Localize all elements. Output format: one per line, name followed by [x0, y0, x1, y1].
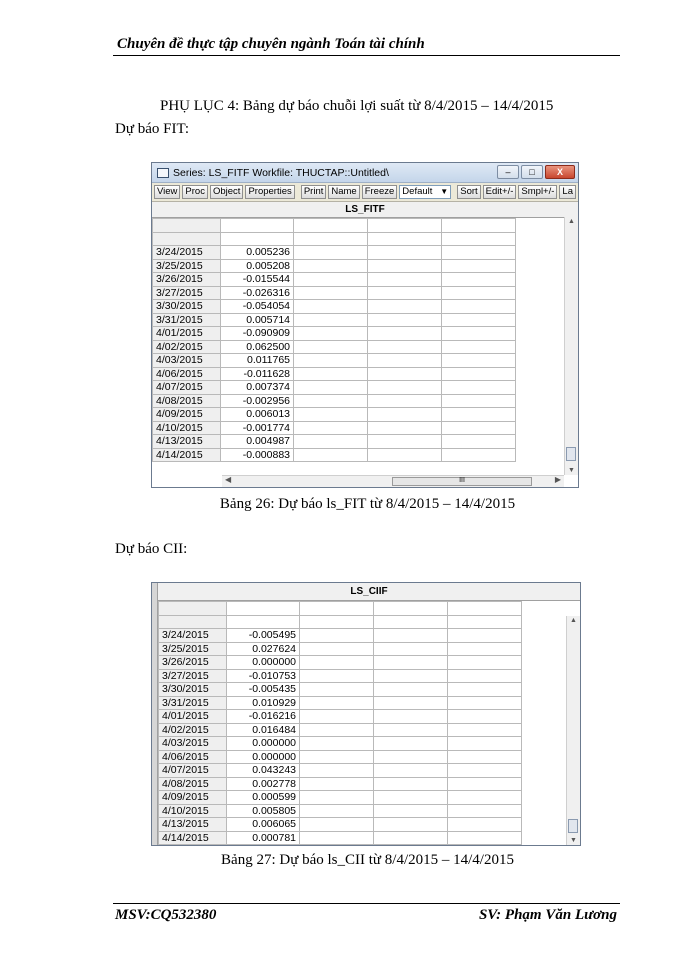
table-row — [159, 683, 522, 697]
empty-cell[interactable] — [442, 448, 516, 462]
series-name: LS_CIIF — [350, 586, 388, 597]
empty-cell[interactable] — [374, 723, 448, 737]
empty-cell[interactable] — [294, 327, 368, 341]
table-row — [153, 313, 516, 327]
row-date-cell[interactable]: 3/24/2015 — [153, 246, 221, 260]
value-cell[interactable]: 0.010929 — [227, 696, 300, 710]
table-row — [153, 448, 516, 462]
table-row — [159, 696, 522, 710]
empty-cell[interactable] — [448, 696, 522, 710]
empty-cell[interactable] — [294, 448, 368, 462]
empty-cell[interactable] — [294, 300, 368, 314]
row-date-cell[interactable]: 4/08/2015 — [153, 394, 221, 408]
value-cell[interactable]: 0.005805 — [227, 804, 300, 818]
value-cell[interactable]: -0.015544 — [221, 273, 294, 287]
row-date-cell[interactable]: 3/31/2015 — [153, 313, 221, 327]
empty-cell[interactable] — [368, 354, 442, 368]
window-left-edge — [152, 583, 158, 845]
empty-cell[interactable] — [374, 656, 448, 670]
empty-cell[interactable] — [374, 737, 448, 751]
empty-cell[interactable] — [300, 669, 374, 683]
row-date-cell[interactable]: 4/03/2015 — [153, 354, 221, 368]
empty-cell[interactable] — [442, 435, 516, 449]
value-cell[interactable]: 0.002778 — [227, 777, 300, 791]
row-date-cell[interactable]: 4/13/2015 — [159, 818, 227, 832]
empty-cell[interactable] — [442, 421, 516, 435]
empty-cell[interactable] — [294, 408, 368, 422]
table-row — [159, 777, 522, 791]
footer-rule — [113, 903, 620, 904]
value-cell[interactable]: -0.026316 — [221, 286, 294, 300]
empty-cell[interactable] — [300, 804, 374, 818]
empty-cell[interactable] — [442, 394, 516, 408]
row-date-cell[interactable]: 4/09/2015 — [153, 408, 221, 422]
empty-cell[interactable] — [368, 421, 442, 435]
series-name: LS_FITF — [345, 204, 385, 215]
empty-cell[interactable] — [300, 737, 374, 751]
row-date-cell[interactable]: 4/02/2015 — [153, 340, 221, 354]
value-cell[interactable]: 0.000000 — [227, 737, 300, 751]
table-row — [159, 818, 522, 832]
empty-cell[interactable] — [294, 273, 368, 287]
row-header-cell[interactable] — [153, 232, 221, 246]
empty-cell[interactable] — [368, 448, 442, 462]
empty-cell[interactable] — [368, 408, 442, 422]
empty-cell[interactable] — [448, 764, 522, 778]
empty-cell[interactable] — [374, 642, 448, 656]
empty-cell[interactable] — [368, 246, 442, 260]
empty-cell[interactable] — [374, 791, 448, 805]
blank-row — [153, 232, 516, 246]
empty-cell[interactable] — [300, 642, 374, 656]
table-row — [153, 381, 516, 395]
spreadsheet-area — [152, 218, 578, 462]
table-row — [153, 354, 516, 368]
table-row — [159, 669, 522, 683]
empty-cell[interactable] — [448, 656, 522, 670]
scroll-right-arrow-icon[interactable]: ▶ — [554, 475, 561, 484]
value-cell[interactable]: 0.006013 — [221, 408, 294, 422]
empty-cell[interactable] — [300, 683, 374, 697]
row-date-cell[interactable]: 4/13/2015 — [153, 435, 221, 449]
empty-cell[interactable] — [442, 327, 516, 341]
series-grid — [152, 218, 516, 462]
row-date-cell[interactable]: 4/03/2015 — [159, 737, 227, 751]
value-cell[interactable] — [227, 615, 300, 629]
empty-cell[interactable] — [300, 764, 374, 778]
scroll-left-arrow-icon[interactable]: ◀ — [225, 475, 232, 484]
empty-cell[interactable] — [294, 381, 368, 395]
empty-cell[interactable] — [448, 737, 522, 751]
empty-cell[interactable] — [368, 381, 442, 395]
sort-button[interactable]: Sort — [457, 185, 480, 199]
empty-cell[interactable] — [442, 273, 516, 287]
empty-cell[interactable] — [300, 656, 374, 670]
row-date-cell[interactable]: 3/30/2015 — [159, 683, 227, 697]
empty-cell[interactable] — [368, 394, 442, 408]
empty-cell[interactable] — [374, 629, 448, 643]
row-date-cell[interactable]: 3/31/2015 — [159, 696, 227, 710]
table-row — [159, 723, 522, 737]
freeze-button[interactable]: Freeze — [362, 185, 398, 199]
empty-cell[interactable] — [442, 219, 516, 233]
table-row — [153, 340, 516, 354]
table-row — [153, 273, 516, 287]
empty-cell[interactable] — [294, 286, 368, 300]
edit-button[interactable]: Edit+/- — [483, 185, 517, 199]
empty-cell[interactable] — [448, 723, 522, 737]
empty-cell[interactable] — [448, 750, 522, 764]
empty-cell[interactable] — [294, 232, 368, 246]
empty-cell[interactable] — [442, 246, 516, 260]
empty-cell[interactable] — [294, 259, 368, 273]
series-toolbar — [152, 183, 578, 202]
value-cell[interactable]: -0.011628 — [221, 367, 294, 381]
row-date-cell[interactable]: 4/02/2015 — [159, 723, 227, 737]
window-title: Series: LS_FITF Workfile: THUCTAP::Untitled\ — [173, 166, 389, 179]
value-cell[interactable]: -0.002956 — [221, 394, 294, 408]
row-date-cell[interactable]: 3/25/2015 — [153, 259, 221, 273]
table-row — [153, 327, 516, 341]
value-cell[interactable]: 0.000000 — [227, 656, 300, 670]
empty-cell[interactable] — [374, 602, 448, 616]
empty-cell[interactable] — [374, 683, 448, 697]
empty-cell[interactable] — [448, 669, 522, 683]
table-row — [153, 421, 516, 435]
empty-cell[interactable] — [448, 777, 522, 791]
value-cell[interactable]: 0.005714 — [221, 313, 294, 327]
table-row — [153, 246, 516, 260]
empty-cell[interactable] — [374, 710, 448, 724]
empty-cell[interactable] — [294, 394, 368, 408]
value-cell[interactable]: 0.011765 — [221, 354, 294, 368]
row-date-cell[interactable]: 4/14/2015 — [159, 831, 227, 845]
value-cell[interactable]: 0.005236 — [221, 246, 294, 260]
row-date-cell[interactable]: 4/01/2015 — [159, 710, 227, 724]
name-button[interactable]: Name — [328, 185, 359, 199]
empty-cell[interactable] — [300, 791, 374, 805]
row-date-cell[interactable]: 4/06/2015 — [153, 367, 221, 381]
empty-cell[interactable] — [448, 615, 522, 629]
row-date-cell[interactable]: 3/25/2015 — [159, 642, 227, 656]
close-button[interactable]: X — [545, 165, 575, 179]
empty-cell[interactable] — [294, 421, 368, 435]
series-window-icon — [157, 168, 169, 178]
empty-cell[interactable] — [374, 764, 448, 778]
empty-cell[interactable] — [300, 831, 374, 845]
fit-table-caption: Bảng 26: Dự báo ls_FIT từ 8/4/2015 – 14/4/2015 — [219, 496, 516, 512]
empty-cell[interactable] — [300, 629, 374, 643]
empty-cell[interactable] — [368, 327, 442, 341]
empty-cell[interactable] — [442, 408, 516, 422]
view-button[interactable]: View — [154, 185, 180, 199]
value-cell[interactable]: 0.027624 — [227, 642, 300, 656]
empty-cell[interactable] — [442, 340, 516, 354]
empty-cell[interactable] — [442, 354, 516, 368]
row-date-cell[interactable]: 3/24/2015 — [159, 629, 227, 643]
table-row — [159, 764, 522, 778]
smpl-button[interactable]: Smpl+/- — [518, 185, 557, 199]
empty-cell[interactable] — [294, 340, 368, 354]
chevron-down-icon: ▼ — [440, 187, 449, 196]
value-cell[interactable]: -0.001774 — [221, 421, 294, 435]
scroll-down-arrow-icon[interactable]: ▼ — [568, 467, 575, 474]
row-date-cell[interactable]: 4/07/2015 — [159, 764, 227, 778]
value-cell[interactable]: -0.090909 — [221, 327, 294, 341]
scroll-thumb[interactable] — [568, 819, 578, 833]
maximize-button[interactable]: □ — [521, 165, 543, 179]
empty-cell[interactable] — [300, 723, 374, 737]
empty-cell[interactable] — [374, 831, 448, 845]
table-row — [153, 286, 516, 300]
vertical-scrollbar[interactable] — [566, 616, 580, 845]
series-header — [152, 202, 578, 218]
empty-cell[interactable] — [368, 367, 442, 381]
fit-section-label: Dự báo FIT: — [115, 121, 190, 137]
vertical-scrollbar[interactable] — [564, 217, 578, 475]
empty-cell[interactable] — [368, 259, 442, 273]
table-row — [159, 710, 522, 724]
value-cell[interactable]: 0.016484 — [227, 723, 300, 737]
cii-section-label: Dự báo CII: — [115, 541, 188, 557]
empty-cell[interactable] — [368, 273, 442, 287]
document-header-title: Chuyên đề thực tập chuyên ngành Toán tài chính — [117, 36, 425, 52]
empty-cell[interactable] — [374, 777, 448, 791]
row-date-cell[interactable]: 4/09/2015 — [159, 791, 227, 805]
empty-cell[interactable] — [448, 602, 522, 616]
value-cell[interactable]: 0.062500 — [221, 340, 294, 354]
empty-cell[interactable] — [442, 232, 516, 246]
display-format-select[interactable] — [399, 185, 451, 199]
row-date-cell[interactable]: 4/10/2015 — [159, 804, 227, 818]
row-date-cell[interactable]: 4/01/2015 — [153, 327, 221, 341]
empty-cell[interactable] — [294, 219, 368, 233]
scroll-up-arrow-icon[interactable]: ▲ — [570, 617, 577, 624]
value-cell[interactable]: -0.016216 — [227, 710, 300, 724]
table-row — [159, 656, 522, 670]
empty-cell[interactable] — [300, 602, 374, 616]
row-header-cell[interactable] — [159, 602, 227, 616]
eviews-series-window-cii — [151, 582, 581, 846]
value-cell[interactable]: 0.004987 — [221, 435, 294, 449]
table-row — [153, 394, 516, 408]
empty-cell[interactable] — [294, 246, 368, 260]
empty-cell[interactable] — [374, 804, 448, 818]
empty-cell[interactable] — [448, 642, 522, 656]
table-row — [159, 750, 522, 764]
empty-cell[interactable] — [374, 669, 448, 683]
row-date-cell[interactable]: 3/30/2015 — [153, 300, 221, 314]
row-date-cell[interactable]: 4/14/2015 — [153, 448, 221, 462]
table-row — [153, 300, 516, 314]
empty-cell[interactable] — [442, 300, 516, 314]
table-row — [159, 791, 522, 805]
empty-cell[interactable] — [374, 615, 448, 629]
series-header — [158, 583, 580, 601]
table-row — [159, 804, 522, 818]
window-titlebar[interactable] — [152, 163, 578, 183]
footer-student-name: SV: Phạm Văn Lương — [478, 907, 617, 923]
value-cell[interactable]: 0.000781 — [227, 831, 300, 845]
series-grid — [158, 601, 522, 845]
row-date-cell[interactable]: 4/07/2015 — [153, 381, 221, 395]
table-row — [153, 435, 516, 449]
blank-row — [153, 219, 516, 233]
value-cell[interactable] — [227, 602, 300, 616]
row-date-cell[interactable]: 3/26/2015 — [153, 273, 221, 287]
empty-cell[interactable] — [442, 381, 516, 395]
row-date-cell[interactable]: 3/27/2015 — [153, 286, 221, 300]
object-button[interactable]: Object — [210, 185, 243, 199]
empty-cell[interactable] — [294, 354, 368, 368]
value-cell[interactable]: 0.006065 — [227, 818, 300, 832]
print-button[interactable]: Print — [301, 185, 327, 199]
empty-cell[interactable] — [368, 340, 442, 354]
horizontal-scrollbar[interactable] — [222, 475, 564, 487]
empty-cell[interactable] — [300, 750, 374, 764]
table-row — [159, 737, 522, 751]
empty-cell[interactable] — [448, 831, 522, 845]
display-format-value: Default — [402, 186, 433, 197]
value-cell[interactable]: -0.000883 — [221, 448, 294, 462]
empty-cell[interactable] — [442, 367, 516, 381]
table-row — [153, 408, 516, 422]
row-header-cell[interactable] — [159, 615, 227, 629]
footer-student-id: MSV:CQ532380 — [115, 907, 217, 923]
empty-cell[interactable] — [442, 259, 516, 273]
value-cell[interactable]: -0.010753 — [227, 669, 300, 683]
empty-cell[interactable] — [374, 750, 448, 764]
empty-cell[interactable] — [442, 286, 516, 300]
empty-cell[interactable] — [300, 777, 374, 791]
value-cell[interactable]: 0.000599 — [227, 791, 300, 805]
empty-cell[interactable] — [300, 615, 374, 629]
empty-cell[interactable] — [368, 300, 442, 314]
empty-cell[interactable] — [368, 286, 442, 300]
empty-cell[interactable] — [368, 435, 442, 449]
row-date-cell[interactable]: 4/10/2015 — [153, 421, 221, 435]
properties-button[interactable]: Properties — [245, 185, 294, 199]
empty-cell[interactable] — [294, 435, 368, 449]
value-cell[interactable]: -0.005435 — [227, 683, 300, 697]
value-cell[interactable]: -0.054054 — [221, 300, 294, 314]
appendix-title: PHỤ LỤC 4: Bảng dự báo chuỗi lợi suất từ 8/4/2015 – 14/4/2015 — [160, 98, 554, 114]
blank-row — [159, 615, 522, 629]
blank-row — [159, 602, 522, 616]
empty-cell[interactable] — [294, 313, 368, 327]
empty-cell[interactable] — [448, 804, 522, 818]
label-button[interactable]: La — [559, 185, 576, 199]
empty-cell[interactable] — [368, 313, 442, 327]
horizontal-scroll-thumb[interactable]: III — [392, 477, 532, 486]
empty-cell[interactable] — [300, 710, 374, 724]
scroll-up-arrow-icon[interactable]: ▲ — [568, 218, 575, 225]
empty-cell[interactable] — [448, 818, 522, 832]
table-row — [153, 367, 516, 381]
empty-cell[interactable] — [374, 818, 448, 832]
scroll-down-arrow-icon[interactable]: ▼ — [570, 837, 577, 844]
empty-cell[interactable] — [442, 313, 516, 327]
header-rule — [113, 55, 620, 56]
empty-cell[interactable] — [300, 696, 374, 710]
value-cell[interactable]: 0.000000 — [227, 750, 300, 764]
empty-cell[interactable] — [448, 791, 522, 805]
minimize-button[interactable]: – — [497, 165, 519, 179]
empty-cell[interactable] — [368, 219, 442, 233]
table-row — [159, 642, 522, 656]
row-date-cell[interactable]: 4/06/2015 — [159, 750, 227, 764]
row-date-cell[interactable]: 3/26/2015 — [159, 656, 227, 670]
value-cell[interactable]: 0.043243 — [227, 764, 300, 778]
value-cell[interactable]: 0.007374 — [221, 381, 294, 395]
empty-cell[interactable] — [448, 710, 522, 724]
empty-cell[interactable] — [374, 696, 448, 710]
value-cell[interactable]: 0.005208 — [221, 259, 294, 273]
scroll-thumb[interactable] — [566, 447, 576, 461]
row-date-cell[interactable]: 4/08/2015 — [159, 777, 227, 791]
empty-cell[interactable] — [300, 818, 374, 832]
eviews-series-window-fit — [151, 162, 579, 488]
value-cell[interactable] — [221, 219, 294, 233]
row-header-cell[interactable] — [153, 219, 221, 233]
empty-cell[interactable] — [448, 629, 522, 643]
cii-table-caption: Bảng 27: Dự báo ls_CII từ 8/4/2015 – 14/4/2015 — [221, 852, 514, 868]
table-row — [153, 259, 516, 273]
empty-cell[interactable] — [294, 367, 368, 381]
proc-button[interactable]: Proc — [182, 185, 208, 199]
row-date-cell[interactable]: 3/27/2015 — [159, 669, 227, 683]
empty-cell[interactable] — [368, 232, 442, 246]
value-cell[interactable]: -0.005495 — [227, 629, 300, 643]
table-row — [159, 831, 522, 845]
table-row — [159, 629, 522, 643]
empty-cell[interactable] — [448, 683, 522, 697]
value-cell[interactable] — [221, 232, 294, 246]
